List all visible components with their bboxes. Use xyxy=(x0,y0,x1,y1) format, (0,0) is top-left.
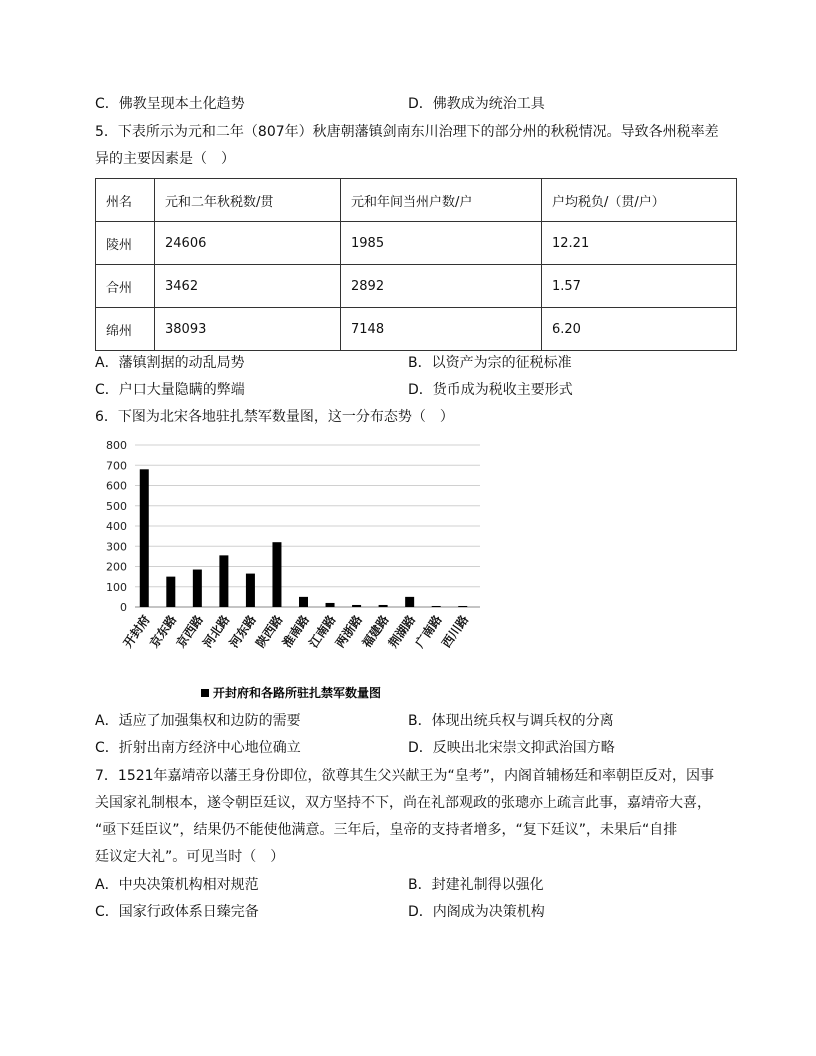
x-tick-label: 京东路 xyxy=(147,612,180,651)
q5-stem-line1: 5．下表所示为元和二年（807年）秋唐朝藩镇剑南东川治理下的部分州的秋税情况。导致各州税率差 xyxy=(95,124,719,140)
q6-option-a: A．适应了加强集权和边防的需要 xyxy=(95,713,301,729)
x-tick-label: 淮南路 xyxy=(279,612,312,651)
q7-line1: 7．1521年嘉靖帝以藩王身份即位，欲尊其生父兴献王为“皇考”，内阁首辅杨廷和率朝臣反对，因事 xyxy=(95,768,715,784)
chart-y-ticks xyxy=(106,439,127,614)
q5-option-a: A．藩镇割据的动乱局势 xyxy=(95,355,245,371)
bar xyxy=(326,603,335,607)
table-header-row xyxy=(96,179,737,222)
y-tick-label: 700 xyxy=(106,459,127,473)
table-cell: 合州 xyxy=(96,265,155,308)
q5-option-d: D．货币成为税收主要形式 xyxy=(408,382,573,398)
q7-line2: 关国家礼制根本，遂令朝臣廷议，双方坚持不下，尚在礼部观政的张璁亦上疏言此事，嘉靖帝大喜， xyxy=(95,795,711,811)
table-cell: 24606 xyxy=(155,222,341,265)
table-header-cell: 元和二年秋税数/贯 xyxy=(155,179,341,222)
bar xyxy=(140,469,149,607)
q4-option-c: C．佛教呈现本土化趋势 xyxy=(95,96,245,112)
q5-stem-line2: 异的主要因素是（ ） xyxy=(95,151,235,167)
bar xyxy=(193,570,202,607)
table-row xyxy=(96,308,737,351)
y-tick-label: 0 xyxy=(120,601,127,614)
table-cell: 绵州 xyxy=(96,308,155,351)
bar xyxy=(379,605,388,607)
table-cell: 1.57 xyxy=(542,265,737,308)
q5-option-b: B．以资产为宗的征税标准 xyxy=(408,355,572,371)
table-cell: 12.21 xyxy=(542,222,737,265)
troops-bar-chart xyxy=(95,435,495,707)
y-tick-label: 400 xyxy=(106,520,127,533)
y-tick-label: 500 xyxy=(106,499,127,513)
table-header-cell: 元和年间当州户数/户 xyxy=(341,179,542,222)
q5-option-c: C．户口大量隐瞒的弊端 xyxy=(95,382,245,398)
x-tick-label: 西川路 xyxy=(439,612,472,651)
q7-line3: “亟下廷臣议”，结果仍不能使他满意。三年后，皇帝的支持者增多，“复下廷议”，未果后“自排 xyxy=(95,822,678,838)
table-cell: 38093 xyxy=(155,308,341,351)
tax-table xyxy=(95,178,737,351)
bar xyxy=(246,574,255,607)
x-tick-label: 河北路 xyxy=(200,612,233,651)
bar xyxy=(458,606,467,607)
bar xyxy=(432,606,441,607)
bar xyxy=(219,555,228,607)
q7-line4: 廷议定大礼”。可见当时（ ） xyxy=(95,849,285,865)
legend-swatch xyxy=(201,689,209,697)
q6-option-b: B．体现出统兵权与调兵权的分离 xyxy=(408,713,614,729)
table-cell: 2892 xyxy=(341,265,542,308)
table-header-cell: 户均税负/（贯/户） xyxy=(542,179,737,222)
x-tick-label: 陕西路 xyxy=(253,612,286,651)
table-row xyxy=(96,222,737,265)
q4-option-d: D．佛教成为统治工具 xyxy=(408,96,545,112)
q6-stem: 6．下图为北宋各地驻扎禁军数量图，这一分布态势（ ） xyxy=(95,409,454,425)
table-cell: 3462 xyxy=(155,265,341,308)
y-tick-label: 100 xyxy=(106,580,127,594)
y-tick-label: 300 xyxy=(106,540,127,554)
y-tick-label: 600 xyxy=(106,479,127,493)
table-header-cell: 州名 xyxy=(96,179,155,222)
x-tick-label: 两浙路 xyxy=(332,612,366,651)
chart-gridlines xyxy=(135,445,480,607)
bar xyxy=(405,597,414,607)
x-tick-label: 京西路 xyxy=(173,612,206,651)
q6-option-d: D．反映出北宋崇文抑武治国方略 xyxy=(408,740,615,756)
q7-option-d: D．内阁成为决策机构 xyxy=(408,904,545,920)
q7-option-c: C．国家行政体系日臻完备 xyxy=(95,904,259,920)
q7-option-a: A．中央决策机构相对规范 xyxy=(95,877,259,893)
x-tick-label: 福建路 xyxy=(359,612,392,651)
table-row xyxy=(96,265,737,308)
bar xyxy=(299,597,308,607)
y-tick-label: 800 xyxy=(106,439,127,452)
y-tick-label: 200 xyxy=(106,560,127,574)
chart-legend xyxy=(201,685,381,700)
bar xyxy=(272,542,281,607)
legend-label: 开封府和各路所驻扎禁军数量图 xyxy=(213,686,382,700)
q6-option-c: C．折射出南方经济中心地位确立 xyxy=(95,740,301,756)
x-tick-label: 荆湖路 xyxy=(385,612,419,651)
x-tick-label: 河东路 xyxy=(226,612,259,651)
x-tick-label: 江南路 xyxy=(306,612,339,651)
table-cell: 7148 xyxy=(341,308,542,351)
q7-option-b: B．封建礼制得以强化 xyxy=(408,877,544,893)
table-cell: 6.20 xyxy=(542,308,737,351)
x-tick-label: 开封府 xyxy=(120,612,153,651)
chart-x-ticks xyxy=(120,612,471,651)
x-tick-label: 广南路 xyxy=(412,612,445,651)
bar xyxy=(352,605,361,607)
table-cell: 1985 xyxy=(341,222,542,265)
bar xyxy=(166,577,175,607)
table-cell: 陵州 xyxy=(96,222,155,265)
